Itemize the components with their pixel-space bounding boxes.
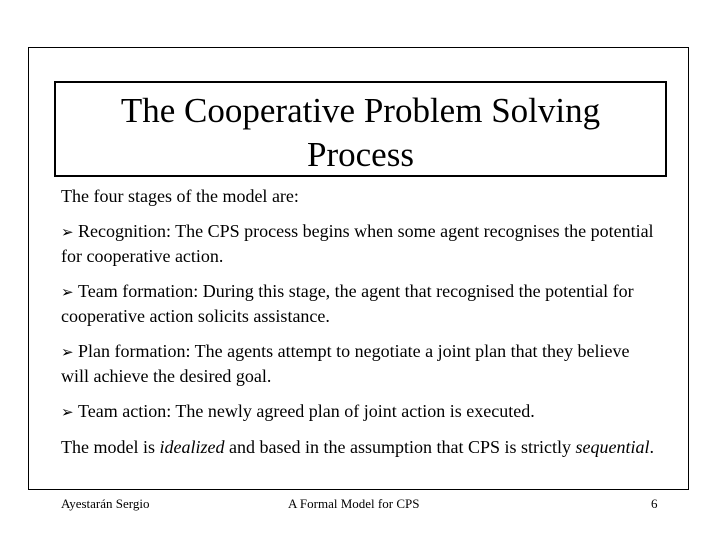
closing-text — [61, 435, 661, 459]
footer-author: Ayestarán Sergio — [61, 496, 150, 511]
bullet-text: Team formation: During this stage, the agent that recognised the potential for cooperative action solicits assistance. — [61, 281, 634, 326]
bullet-text: Team action: The newly agreed plan of joint action is executed. — [78, 401, 535, 421]
bullet-item-team-formation — [61, 279, 661, 328]
slide-content — [61, 184, 661, 470]
bullet-item-recognition — [61, 219, 661, 268]
closing-italic-idealized: idealized — [159, 437, 225, 457]
footer-page-number: 6 — [651, 496, 658, 511]
arrow-bullet-icon: ➢ — [61, 343, 74, 361]
closing-part-3: . — [649, 437, 654, 457]
bullet-item-team-action — [61, 399, 661, 424]
slide-title — [54, 81, 667, 177]
bullet-text: Plan formation: The agents attempt to negotiate a joint plan that they believe will achieve the desired goal. — [61, 341, 630, 386]
footer-title: A Formal Model for CPS — [288, 496, 420, 511]
arrow-bullet-icon: ➢ — [61, 403, 74, 421]
closing-part-2: and based in the assumption that CPS is strictly — [224, 437, 576, 457]
arrow-bullet-icon: ➢ — [61, 283, 74, 301]
intro-text: The four stages of the model are: — [61, 186, 299, 206]
closing-part-1: The model is — [61, 437, 160, 457]
bullet-text: Recognition: The CPS process begins when some agent recognises the potential for cooperative action. — [61, 221, 654, 266]
slide-title-line-1: The Cooperative Problem Solving — [120, 91, 601, 130]
bullet-item-plan-formation — [61, 339, 661, 388]
closing-italic-sequential: sequential — [575, 437, 650, 457]
slide-title-line-2: Process — [307, 135, 414, 174]
arrow-bullet-icon: ➢ — [61, 223, 74, 241]
